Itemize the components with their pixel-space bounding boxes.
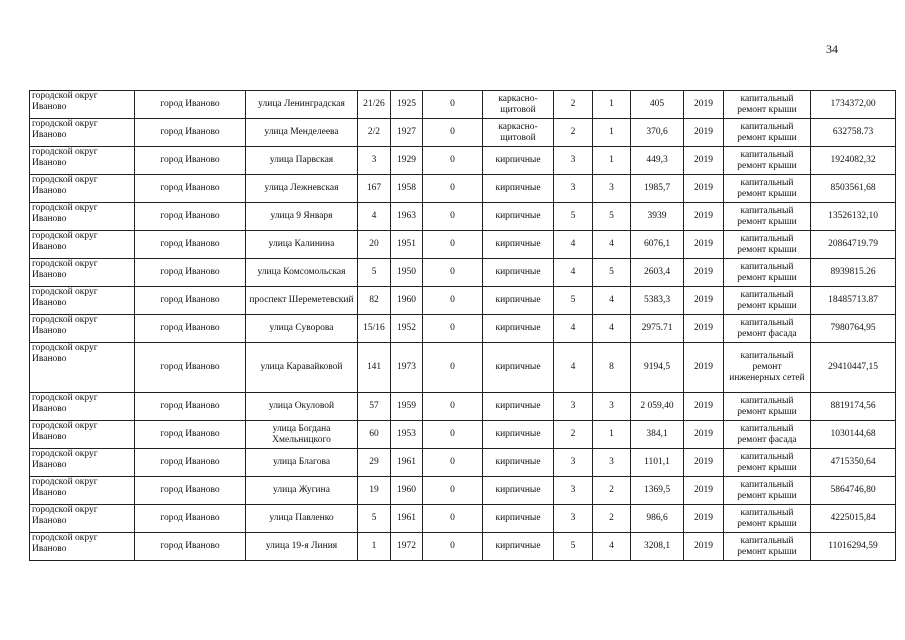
street-cell: улица 9 Января — [246, 203, 358, 231]
district-cell: городской округ Иваново — [30, 231, 135, 259]
table-row — [30, 175, 896, 203]
table-row — [30, 315, 896, 343]
district-cell: городской округ Иваново — [30, 203, 135, 231]
work-type-cell: капитальный ремонт инженерных сетей — [724, 343, 811, 393]
repair-year-cell: 2019 — [684, 259, 724, 287]
street-cell: улица Суворова — [246, 315, 358, 343]
wall-material-cell: каркасно-щитовой — [483, 91, 554, 119]
entrances-cell: 4 — [593, 533, 631, 561]
year-built-cell: 1927 — [391, 119, 423, 147]
area-cell: 3208,1 — [631, 533, 684, 561]
entrances-cell: 1 — [593, 421, 631, 449]
repair-year-cell: 2019 — [684, 175, 724, 203]
cost-cell: 4715350,64 — [811, 449, 896, 477]
city-cell: город Иваново — [135, 231, 246, 259]
floors-cell: 5 — [554, 287, 593, 315]
wear-cell: 0 — [423, 393, 483, 421]
work-type-cell: капитальный ремонт крыши — [724, 175, 811, 203]
floors-cell: 4 — [554, 259, 593, 287]
floors-cell: 3 — [554, 477, 593, 505]
area-cell: 2975.71 — [631, 315, 684, 343]
repair-year-cell: 2019 — [684, 505, 724, 533]
cost-cell: 5864746,80 — [811, 477, 896, 505]
wall-material-cell: кирпичные — [483, 421, 554, 449]
city-cell: город Иваново — [135, 287, 246, 315]
cost-cell: 1924082,32 — [811, 147, 896, 175]
year-built-cell: 1950 — [391, 259, 423, 287]
entrances-cell: 1 — [593, 91, 631, 119]
street-cell: улица Окуловой — [246, 393, 358, 421]
entrances-cell: 4 — [593, 315, 631, 343]
house-number-cell: 15/16 — [358, 315, 391, 343]
year-built-cell: 1959 — [391, 393, 423, 421]
city-cell: город Иваново — [135, 477, 246, 505]
house-number-cell: 19 — [358, 477, 391, 505]
street-cell: улица Калинина — [246, 231, 358, 259]
year-built-cell: 1960 — [391, 287, 423, 315]
wear-cell: 0 — [423, 449, 483, 477]
area-cell: 370,6 — [631, 119, 684, 147]
cost-cell: 18485713.87 — [811, 287, 896, 315]
work-type-cell: капитальный ремонт крыши — [724, 91, 811, 119]
cost-cell: 8819174,56 — [811, 393, 896, 421]
area-cell: 1369,5 — [631, 477, 684, 505]
house-number-cell: 21/26 — [358, 91, 391, 119]
page-number: 34 — [826, 42, 838, 56]
wall-material-cell: кирпичные — [483, 259, 554, 287]
entrances-cell: 8 — [593, 343, 631, 393]
year-built-cell: 1961 — [391, 449, 423, 477]
entrances-cell: 3 — [593, 449, 631, 477]
street-cell: улица Ленинградская — [246, 91, 358, 119]
repair-year-cell: 2019 — [684, 421, 724, 449]
table-row — [30, 477, 896, 505]
wear-cell: 0 — [423, 259, 483, 287]
wall-material-cell: кирпичные — [483, 393, 554, 421]
district-cell: городской округ Иваново — [30, 449, 135, 477]
cost-cell: 7980764,95 — [811, 315, 896, 343]
work-type-cell: капитальный ремонт крыши — [724, 449, 811, 477]
street-cell: проспект Шереметевский — [246, 287, 358, 315]
wall-material-cell: каркасно-щитовой — [483, 119, 554, 147]
entrances-cell: 3 — [593, 393, 631, 421]
floors-cell: 2 — [554, 421, 593, 449]
wall-material-cell: кирпичные — [483, 449, 554, 477]
repair-year-cell: 2019 — [684, 477, 724, 505]
district-cell: городской округ Иваново — [30, 175, 135, 203]
floors-cell: 3 — [554, 449, 593, 477]
floors-cell: 3 — [554, 175, 593, 203]
floors-cell: 4 — [554, 315, 593, 343]
cost-cell: 1734372,00 — [811, 91, 896, 119]
house-number-cell: 167 — [358, 175, 391, 203]
wear-cell: 0 — [423, 315, 483, 343]
house-number-cell: 3 — [358, 147, 391, 175]
table-row — [30, 505, 896, 533]
wall-material-cell: кирпичные — [483, 203, 554, 231]
area-cell: 1101,1 — [631, 449, 684, 477]
street-cell: улица Каравайковой — [246, 343, 358, 393]
city-cell: город Иваново — [135, 203, 246, 231]
city-cell: город Иваново — [135, 533, 246, 561]
entrances-cell: 5 — [593, 203, 631, 231]
cost-cell: 8503561,68 — [811, 175, 896, 203]
district-cell: городской округ Иваново — [30, 91, 135, 119]
work-type-cell: капитальный ремонт крыши — [724, 231, 811, 259]
city-cell: город Иваново — [135, 505, 246, 533]
wall-material-cell: кирпичные — [483, 315, 554, 343]
house-number-cell: 2/2 — [358, 119, 391, 147]
year-built-cell: 1951 — [391, 231, 423, 259]
year-built-cell: 1952 — [391, 315, 423, 343]
area-cell: 9194,5 — [631, 343, 684, 393]
street-cell: улица Менделеева — [246, 119, 358, 147]
street-cell: улица Парвская — [246, 147, 358, 175]
house-number-cell: 20 — [358, 231, 391, 259]
floors-cell: 4 — [554, 343, 593, 393]
street-cell: улица Комсомольская — [246, 259, 358, 287]
wall-material-cell: кирпичные — [483, 505, 554, 533]
area-cell: 449,3 — [631, 147, 684, 175]
year-built-cell: 1953 — [391, 421, 423, 449]
year-built-cell: 1973 — [391, 343, 423, 393]
wear-cell: 0 — [423, 287, 483, 315]
house-number-cell: 57 — [358, 393, 391, 421]
floors-cell: 5 — [554, 203, 593, 231]
house-number-cell: 60 — [358, 421, 391, 449]
repair-year-cell: 2019 — [684, 203, 724, 231]
district-cell: городской округ Иваново — [30, 533, 135, 561]
house-number-cell: 29 — [358, 449, 391, 477]
area-cell: 3939 — [631, 203, 684, 231]
district-cell: городской округ Иваново — [30, 119, 135, 147]
work-type-cell: капитальный ремонт крыши — [724, 533, 811, 561]
wall-material-cell: кирпичные — [483, 343, 554, 393]
wall-material-cell: кирпичные — [483, 477, 554, 505]
table-row — [30, 533, 896, 561]
wall-material-cell: кирпичные — [483, 231, 554, 259]
area-cell: 384,1 — [631, 421, 684, 449]
city-cell: город Иваново — [135, 119, 246, 147]
house-number-cell: 5 — [358, 259, 391, 287]
cost-cell: 1030144,68 — [811, 421, 896, 449]
wear-cell: 0 — [423, 203, 483, 231]
city-cell: город Иваново — [135, 147, 246, 175]
work-type-cell: капитальный ремонт крыши — [724, 203, 811, 231]
work-type-cell: капитальный ремонт крыши — [724, 477, 811, 505]
wear-cell: 0 — [423, 119, 483, 147]
table-row — [30, 343, 896, 393]
street-cell: улица Павленко — [246, 505, 358, 533]
district-cell: городской округ Иваново — [30, 505, 135, 533]
repair-year-cell: 2019 — [684, 287, 724, 315]
table-row — [30, 119, 896, 147]
city-cell: город Иваново — [135, 421, 246, 449]
house-number-cell: 5 — [358, 505, 391, 533]
entrances-cell: 5 — [593, 259, 631, 287]
wall-material-cell: кирпичные — [483, 147, 554, 175]
wear-cell: 0 — [423, 505, 483, 533]
table-row — [30, 147, 896, 175]
street-cell: улица Жугина — [246, 477, 358, 505]
year-built-cell: 1929 — [391, 147, 423, 175]
wall-material-cell: кирпичные — [483, 533, 554, 561]
street-cell: улица 19-я Линия — [246, 533, 358, 561]
floors-cell: 2 — [554, 91, 593, 119]
city-cell: город Иваново — [135, 175, 246, 203]
table-row — [30, 449, 896, 477]
city-cell: город Иваново — [135, 343, 246, 393]
entrances-cell: 1 — [593, 119, 631, 147]
floors-cell: 3 — [554, 147, 593, 175]
street-cell: улица Лежневская — [246, 175, 358, 203]
wear-cell: 0 — [423, 343, 483, 393]
table-row — [30, 287, 896, 315]
work-type-cell: капитальный ремонт крыши — [724, 393, 811, 421]
table-row — [30, 231, 896, 259]
house-number-cell: 1 — [358, 533, 391, 561]
house-number-cell: 4 — [358, 203, 391, 231]
work-type-cell: капитальный ремонт крыши — [724, 259, 811, 287]
table-row — [30, 421, 896, 449]
year-built-cell: 1963 — [391, 203, 423, 231]
district-cell: городской округ Иваново — [30, 315, 135, 343]
cost-cell: 13526132,10 — [811, 203, 896, 231]
table-row — [30, 393, 896, 421]
floors-cell: 5 — [554, 533, 593, 561]
repair-year-cell: 2019 — [684, 147, 724, 175]
wear-cell: 0 — [423, 533, 483, 561]
year-built-cell: 1961 — [391, 505, 423, 533]
district-cell: городской округ Иваново — [30, 477, 135, 505]
floors-cell: 2 — [554, 119, 593, 147]
repair-year-cell: 2019 — [684, 533, 724, 561]
cost-cell: 20864719.79 — [811, 231, 896, 259]
city-cell: город Иваново — [135, 315, 246, 343]
city-cell: город Иваново — [135, 259, 246, 287]
floors-cell: 3 — [554, 505, 593, 533]
wall-material-cell: кирпичные — [483, 287, 554, 315]
entrances-cell: 2 — [593, 505, 631, 533]
entrances-cell: 4 — [593, 287, 631, 315]
work-type-cell: капитальный ремонт фасада — [724, 421, 811, 449]
repair-year-cell: 2019 — [684, 231, 724, 259]
district-cell: городской округ Иваново — [30, 259, 135, 287]
wear-cell: 0 — [423, 91, 483, 119]
cost-cell: 11016294,59 — [811, 533, 896, 561]
area-cell: 2 059,40 — [631, 393, 684, 421]
district-cell: городской округ Иваново — [30, 343, 135, 393]
area-cell: 986,6 — [631, 505, 684, 533]
year-built-cell: 1972 — [391, 533, 423, 561]
entrances-cell: 4 — [593, 231, 631, 259]
repair-year-cell: 2019 — [684, 343, 724, 393]
city-cell: город Иваново — [135, 393, 246, 421]
house-number-cell: 141 — [358, 343, 391, 393]
entrances-cell: 2 — [593, 477, 631, 505]
repair-year-cell: 2019 — [684, 393, 724, 421]
district-cell: городской округ Иваново — [30, 287, 135, 315]
repair-year-cell: 2019 — [684, 449, 724, 477]
repair-year-cell: 2019 — [684, 119, 724, 147]
district-cell: городской округ Иваново — [30, 147, 135, 175]
floors-cell: 3 — [554, 393, 593, 421]
year-built-cell: 1958 — [391, 175, 423, 203]
table-row — [30, 259, 896, 287]
wall-material-cell: кирпичные — [483, 175, 554, 203]
repair-year-cell: 2019 — [684, 315, 724, 343]
city-cell: город Иваново — [135, 91, 246, 119]
housing-repair-table — [29, 90, 896, 561]
work-type-cell: капитальный ремонт крыши — [724, 119, 811, 147]
area-cell: 5383,3 — [631, 287, 684, 315]
floors-cell: 4 — [554, 231, 593, 259]
year-built-cell: 1960 — [391, 477, 423, 505]
city-cell: город Иваново — [135, 449, 246, 477]
street-cell: улица Благова — [246, 449, 358, 477]
area-cell: 405 — [631, 91, 684, 119]
wear-cell: 0 — [423, 421, 483, 449]
cost-cell: 8939815.26 — [811, 259, 896, 287]
wear-cell: 0 — [423, 477, 483, 505]
table-row — [30, 203, 896, 231]
entrances-cell: 3 — [593, 175, 631, 203]
area-cell: 2603,4 — [631, 259, 684, 287]
table-row — [30, 91, 896, 119]
cost-cell: 4225015,84 — [811, 505, 896, 533]
work-type-cell: капитальный ремонт фасада — [724, 315, 811, 343]
district-cell: городской округ Иваново — [30, 393, 135, 421]
entrances-cell: 1 — [593, 147, 631, 175]
cost-cell: 29410447,15 — [811, 343, 896, 393]
repair-year-cell: 2019 — [684, 91, 724, 119]
work-type-cell: капитальный ремонт крыши — [724, 505, 811, 533]
area-cell: 6076,1 — [631, 231, 684, 259]
street-cell: улица Богдана Хмельницкого — [246, 421, 358, 449]
table-body — [30, 91, 896, 561]
wear-cell: 0 — [423, 147, 483, 175]
wear-cell: 0 — [423, 175, 483, 203]
year-built-cell: 1925 — [391, 91, 423, 119]
work-type-cell: капитальный ремонт крыши — [724, 147, 811, 175]
wear-cell: 0 — [423, 231, 483, 259]
district-cell: городской округ Иваново — [30, 421, 135, 449]
work-type-cell: капитальный ремонт крыши — [724, 287, 811, 315]
house-number-cell: 82 — [358, 287, 391, 315]
area-cell: 1985,7 — [631, 175, 684, 203]
cost-cell: 632758.73 — [811, 119, 896, 147]
